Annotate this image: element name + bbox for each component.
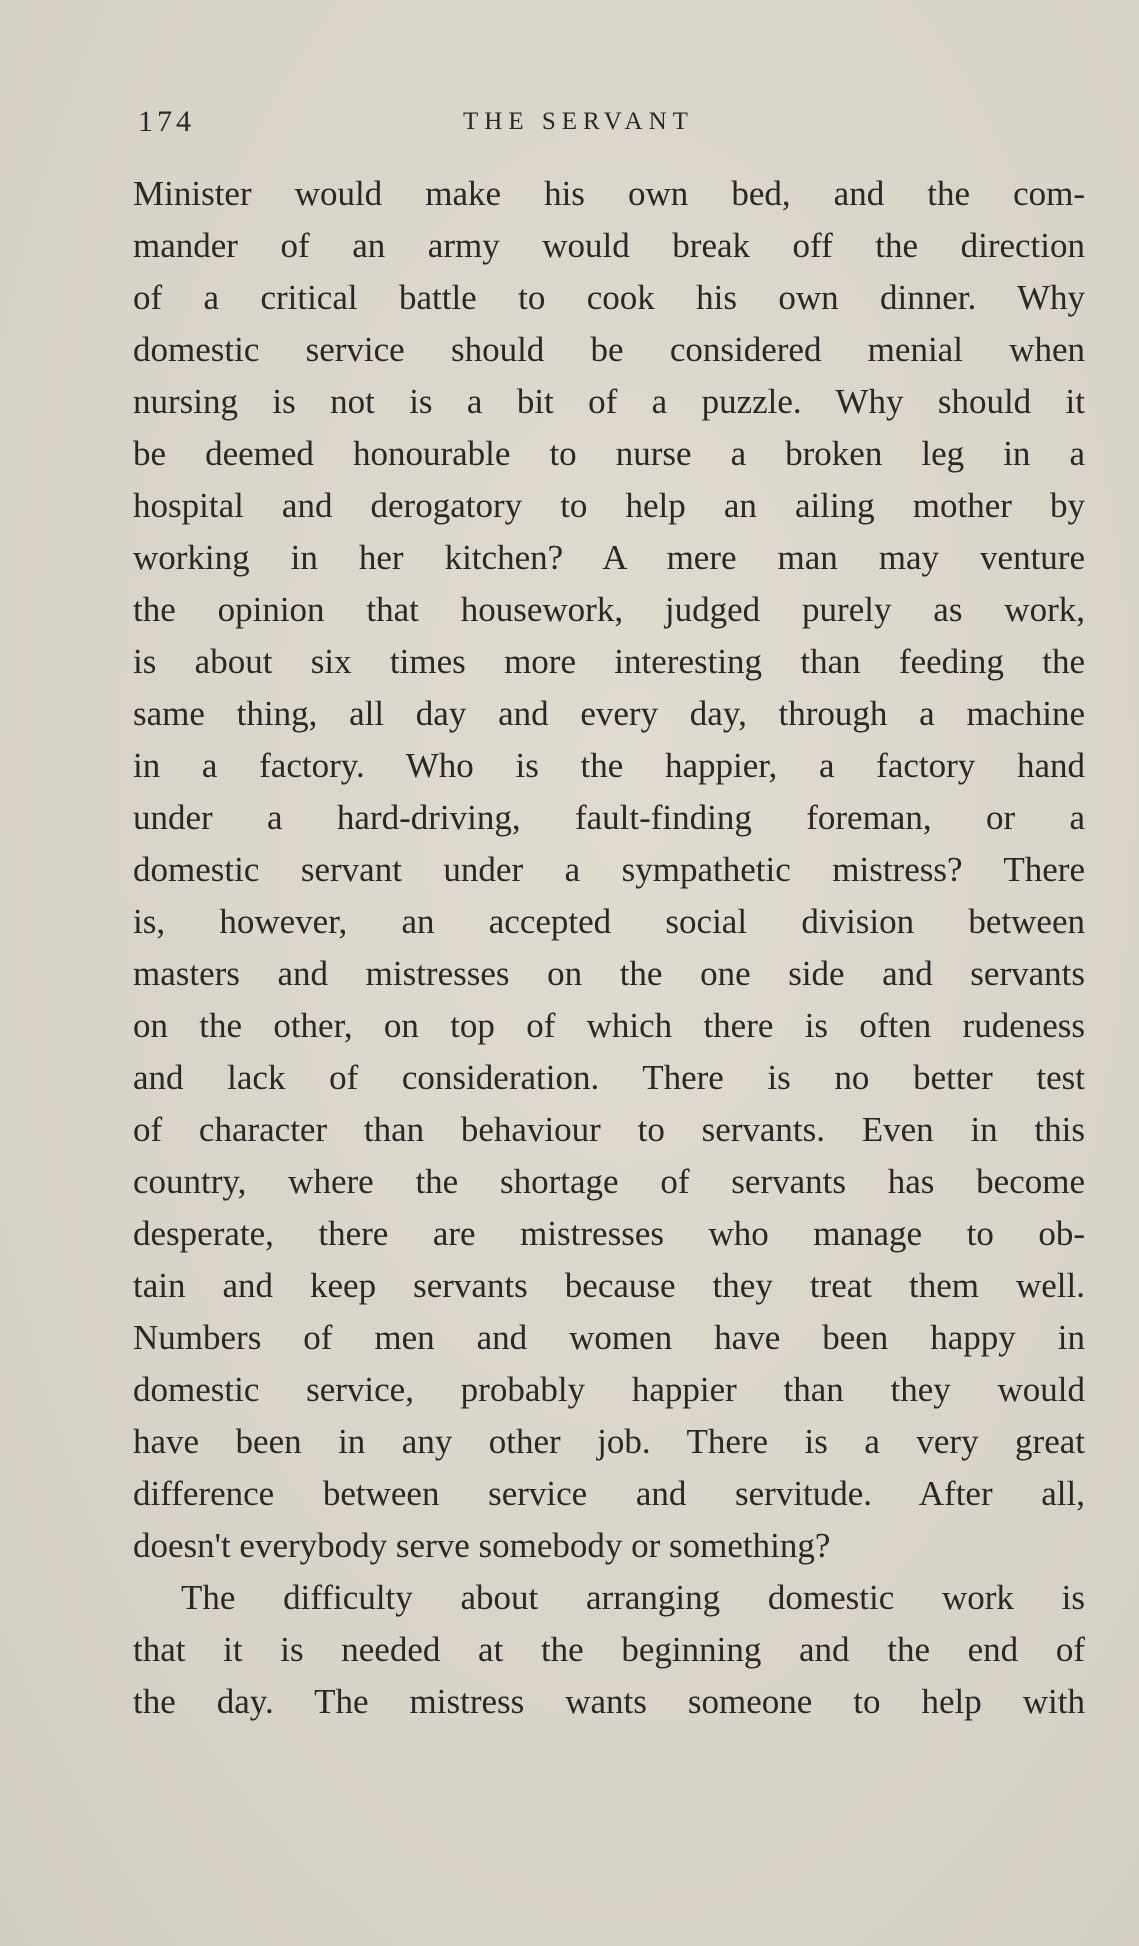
text-line: same thing, all day and every day, through a machine xyxy=(133,694,1085,733)
running-head xyxy=(138,104,1082,140)
text-line: domestic servant under a sympathetic mistress? There xyxy=(133,850,1085,889)
text-line: working in her kitchen? A mere man may venture xyxy=(133,538,1085,577)
text-line: country, where the shortage of servants has become xyxy=(133,1162,1085,1201)
text-line: of character than behaviour to servants. Even in this xyxy=(133,1110,1085,1149)
text-line: masters and mistresses on the one side and servants xyxy=(133,954,1085,993)
text-line: have been in any other job. There is a very great xyxy=(133,1422,1085,1461)
text-line: is about six times more interesting than feeding the xyxy=(133,642,1085,681)
text-line: domestic service, probably happier than they would xyxy=(133,1370,1085,1409)
text-line: Numbers of men and women have been happy in xyxy=(133,1318,1085,1357)
text-line: hospital and derogatory to help an ailing mother by xyxy=(133,486,1085,525)
text-line: the opinion that housework, judged purely as work, xyxy=(133,590,1085,629)
text-line: and lack of consideration. There is no better test xyxy=(133,1058,1085,1097)
text-line: in a factory. Who is the happier, a factory hand xyxy=(133,746,1085,785)
body-text xyxy=(133,168,1085,1728)
text-line: domestic service should be considered menial when xyxy=(133,330,1085,369)
text-line: under a hard-driving, fault-finding foreman, or a xyxy=(133,798,1085,837)
page-number: 174 xyxy=(138,105,195,138)
running-title: THE SERVANT xyxy=(463,108,694,135)
paragraph-end-line: doesn't everybody serve somebody or something? xyxy=(133,1526,831,1565)
text-line: of a critical battle to cook his own dinner. Why xyxy=(133,278,1085,317)
text-line: desperate, there are mistresses who manage to ob- xyxy=(133,1214,1085,1253)
text-line: tain and keep servants because they treat them well. xyxy=(133,1266,1085,1305)
text-line: difference between service and servitude. After all, xyxy=(133,1474,1085,1513)
text-line: nursing is not is a bit of a puzzle. Why should it xyxy=(133,382,1085,421)
text-line: mander of an army would break off the direction xyxy=(133,226,1085,265)
text-line: Minister would make his own bed, and the com- xyxy=(133,174,1085,213)
text-line: the day. The mistress wants someone to help with xyxy=(133,1682,1085,1721)
text-line: be deemed honourable to nurse a broken leg in a xyxy=(133,434,1085,473)
paragraph-start-line: The difficulty about arranging domestic work is xyxy=(181,1578,1085,1617)
text-line: that it is needed at the beginning and the end of xyxy=(133,1630,1085,1669)
text-line: on the other, on top of which there is often rudeness xyxy=(133,1006,1085,1045)
text-line: is, however, an accepted social division between xyxy=(133,902,1085,941)
